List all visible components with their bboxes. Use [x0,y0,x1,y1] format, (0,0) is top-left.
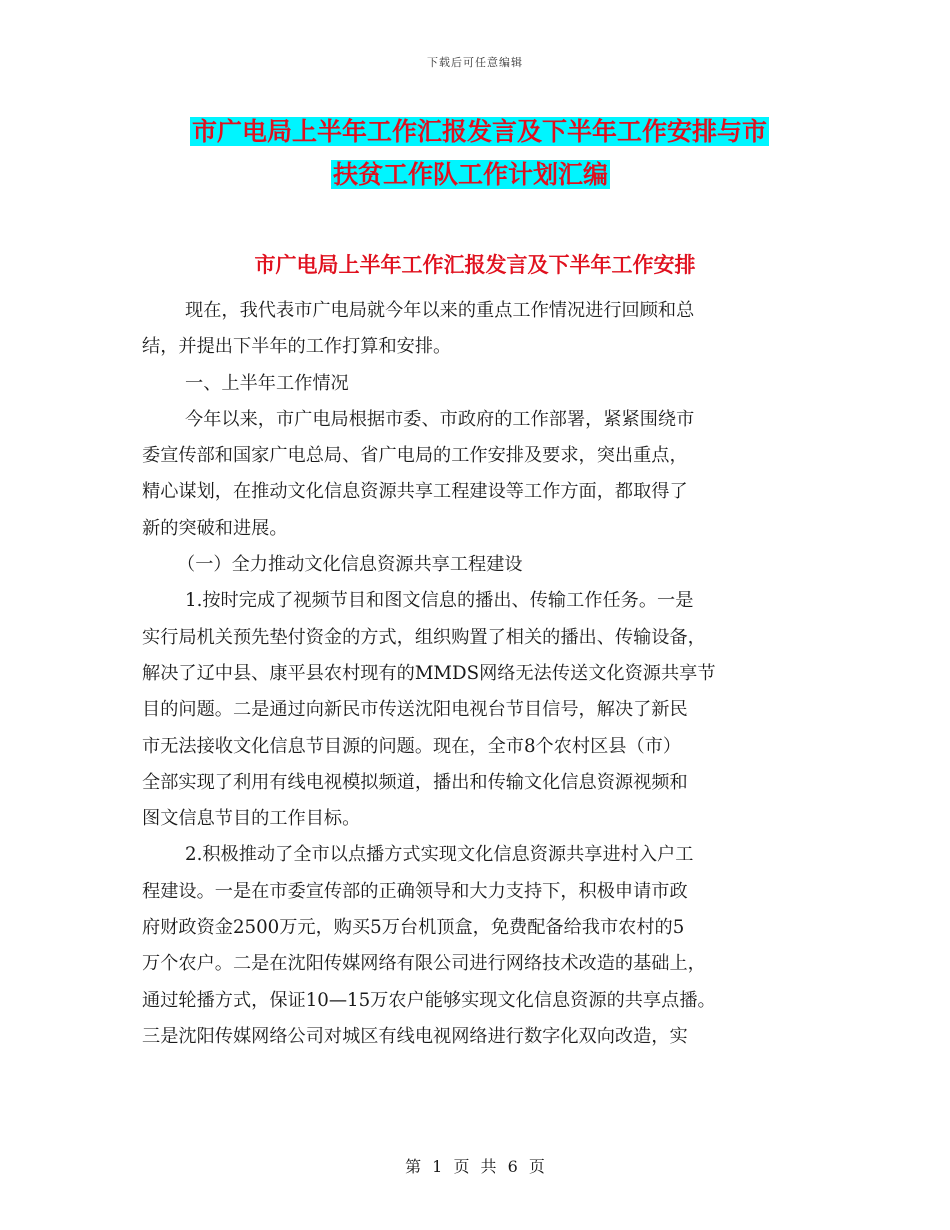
document-title-line-2 [0,157,950,193]
body-line: 实行局机关预先垫付资金的方式，组织购置了相关的播出、传输设备， [142,626,706,648]
body-line: 万个农户。二是在沈阳传媒网络有限公司进行网络技术改造的基础上， [142,953,706,975]
body-line: 全部实现了利用有线电视模拟频道，播出和传输文化信息资源视频和 [142,771,688,793]
body-line: 结，并提出下半年的工作打算和安排。 [142,336,452,358]
document-title-line-1 [0,114,950,150]
header-note: 下载后可任意编辑 [427,56,523,69]
body-line: 1.按时完成了视频节目和图文信息的播出、传输工作任务。一是 [185,590,694,612]
body-line: 目的问题。二是通过向新民市传送沈阳电视台节目信号，解决了新民 [142,699,688,721]
body-line: 程建设。一是在市委宣传部的正确领导和大力支持下，积极申请市政 [142,880,688,902]
page-number-footer: 第 1 页 共 6 页 [405,1157,545,1176]
body-line: 解决了辽中县、康平县农村现有的MMDS网络无法传送文化资源共享节 [142,662,716,684]
body-line: 图文信息节目的工作目标。 [142,808,361,830]
body-line: 三是沈阳传媒网络公司对城区有线电视网络进行数字化双向改造，实 [142,1025,688,1047]
body-line: 通过轮播方式，保证10—15万农户能够实现文化信息资源的共享点播。 [142,989,716,1011]
body-line: 2.积极推动了全市以点播方式实现文化信息资源共享进村入户工 [185,844,694,866]
title-highlight-2: 扶贫工作队工作计划汇编 [333,160,609,189]
body-line: 新的突破和进展。 [142,517,288,539]
body-line: （一）全力推动文化信息资源共享工程建设 [177,554,523,576]
document-body [142,293,812,1055]
body-line: 委宣传部和国家广电总局、省广电局的工作安排及要求，突出重点， [142,445,688,467]
section-subtitle: 市广电局上半年工作汇报发言及下半年工作安排 [254,253,696,277]
body-line: 一、上半年工作情况 [185,372,349,394]
body-line: 现在，我代表市广电局就今年以来的重点工作情况进行回顾和总 [185,300,695,321]
body-line: 精心谋划，在推动文化信息资源共享工程建设等工作方面，都取得了 [142,481,688,503]
body-line: 今年以来，市广电局根据市委、市政府的工作部署，紧紧围绕市 [185,408,695,430]
body-line: 市无法接收文化信息节目源的问题。现在，全市8个农村区县（市） [142,735,682,757]
title-highlight-1: 市广电局上半年工作汇报发言及下半年工作安排与市 [192,117,768,146]
body-line: 府财政资金2500万元，购买5万台机顶盒，免费配备给我市农村的5 [142,917,685,939]
